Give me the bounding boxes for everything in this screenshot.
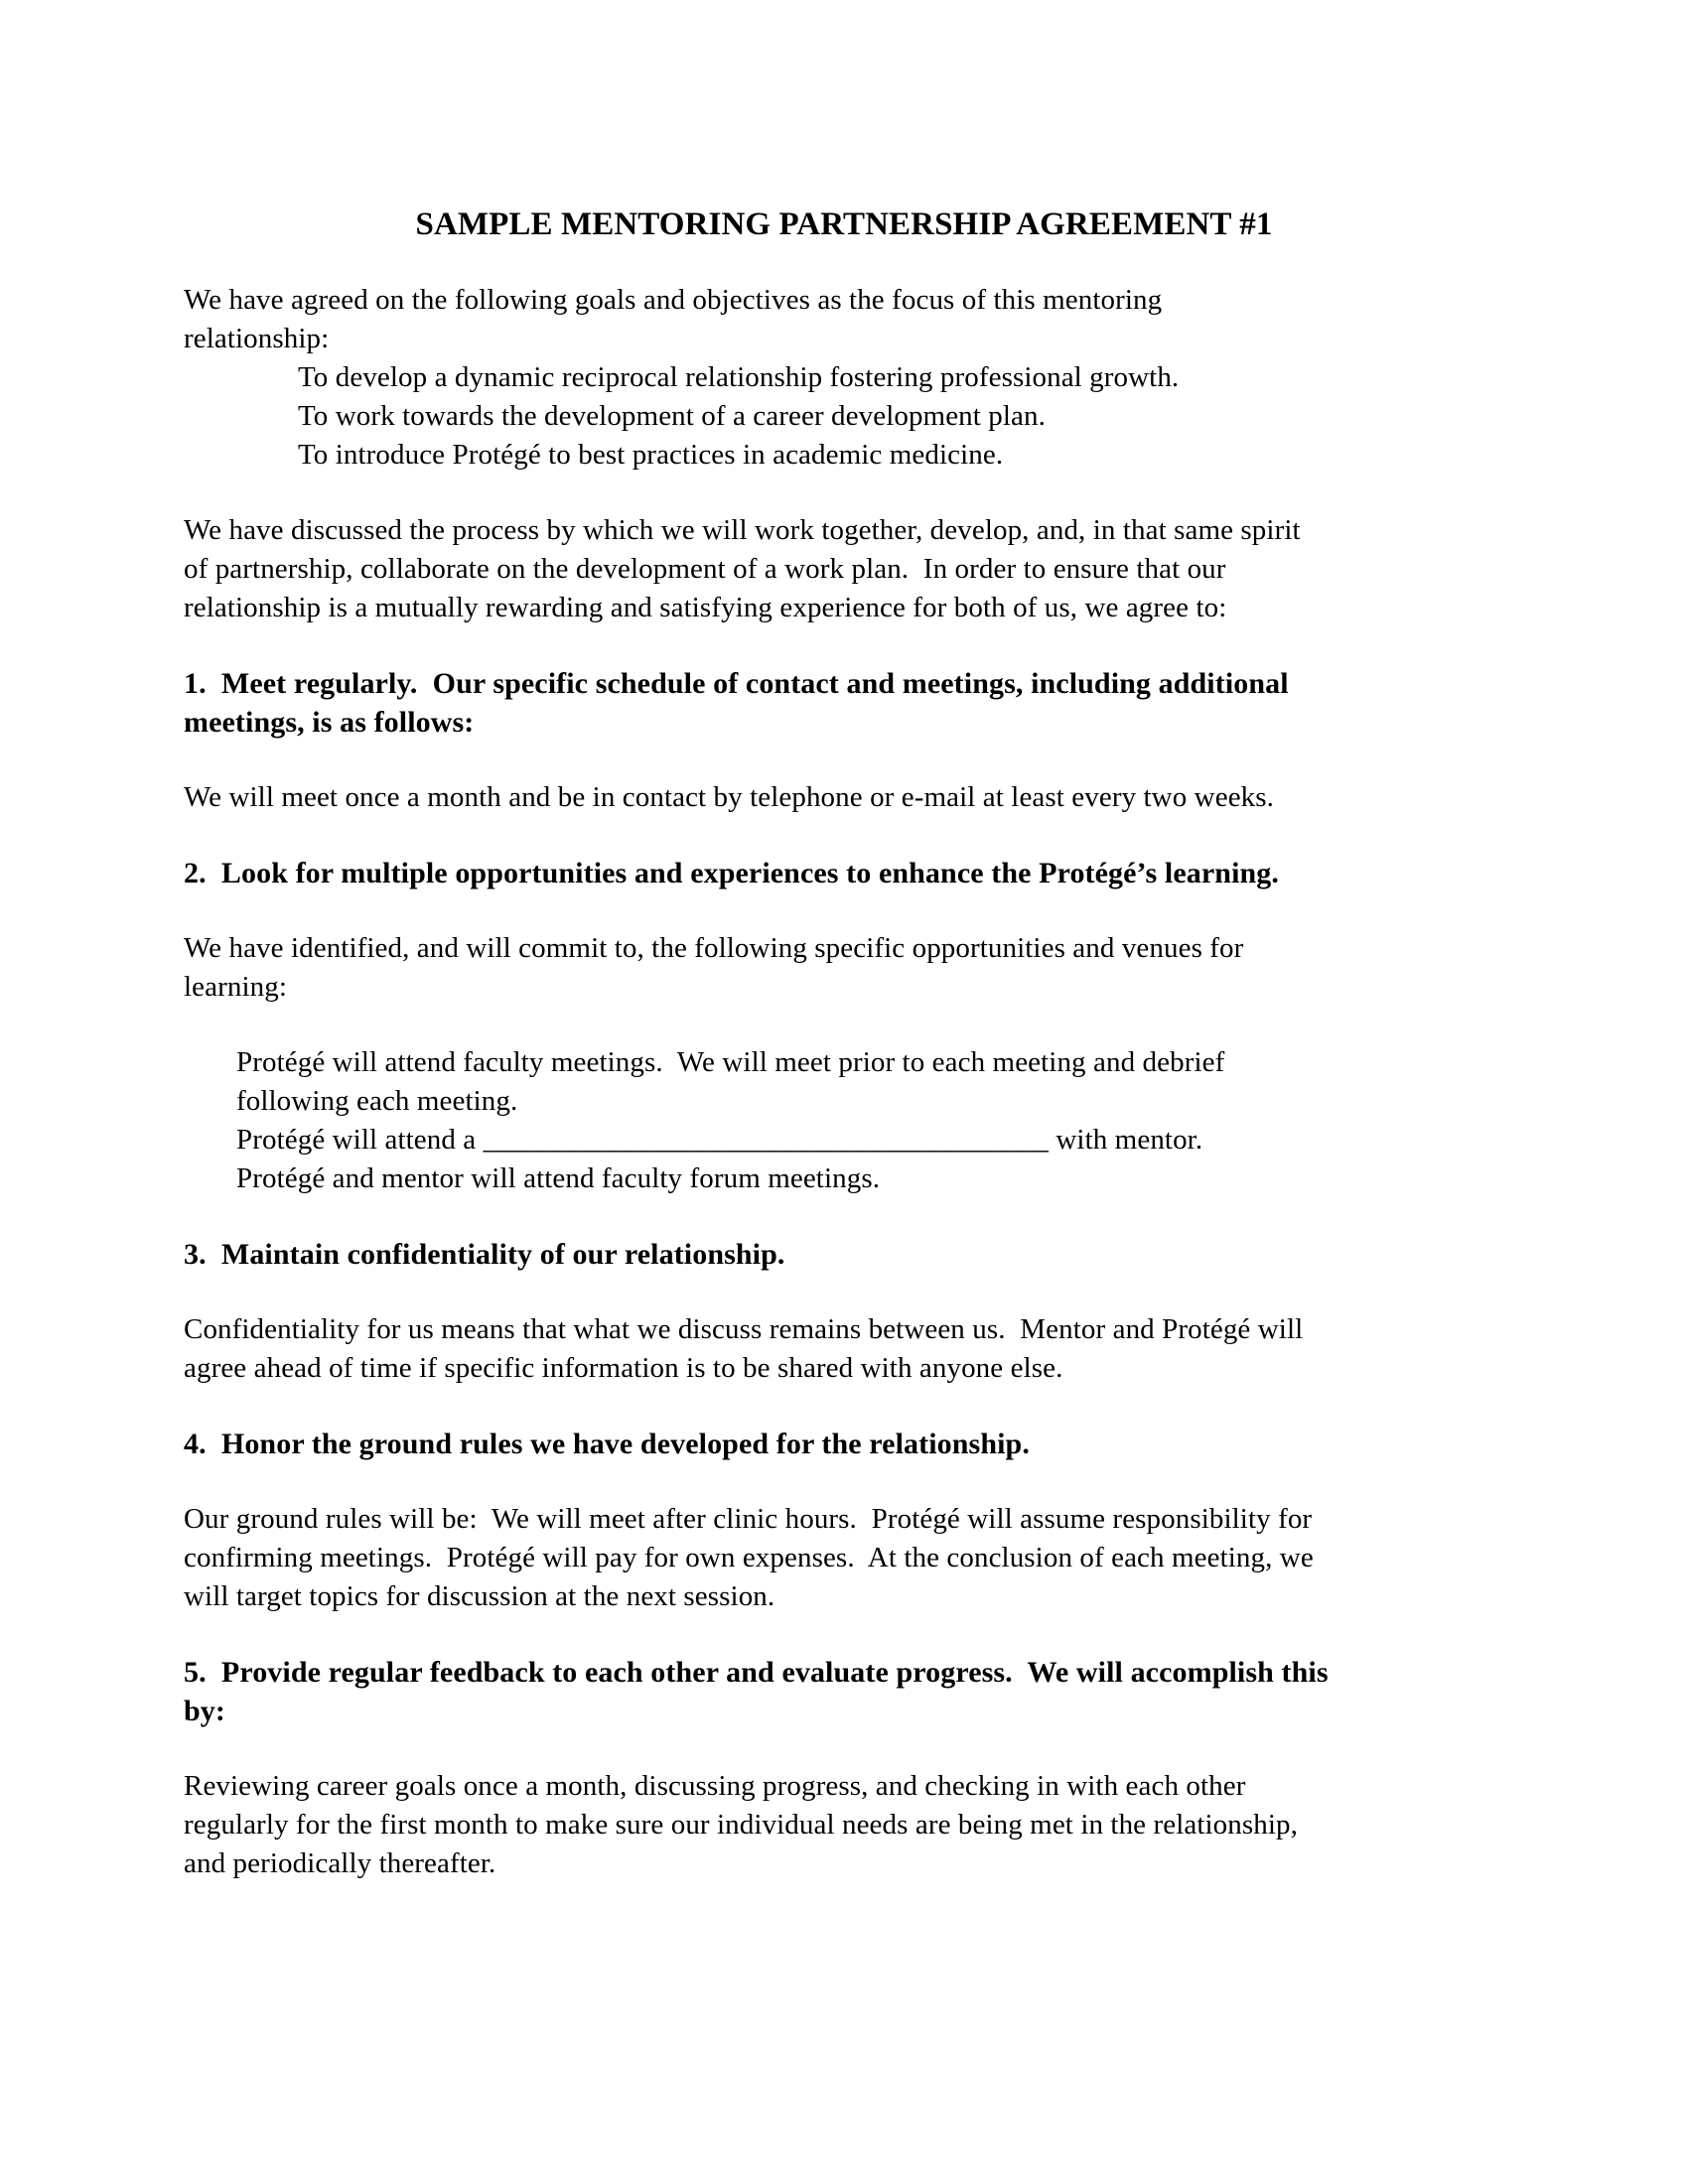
section-heading xyxy=(184,664,1504,742)
paragraph xyxy=(184,1500,1504,1616)
section-heading xyxy=(184,1425,1504,1463)
text-line: Protégé and mentor will attend faculty forum meetings. xyxy=(236,1162,881,1194)
section-heading xyxy=(184,854,1504,892)
paragraph xyxy=(184,929,1504,1007)
goal-list xyxy=(184,358,1504,475)
paragraph xyxy=(184,1767,1504,1883)
text-line: by: xyxy=(184,1695,225,1727)
section-heading xyxy=(184,1653,1504,1730)
text-line: Our ground rules will be: We will meet after clinic hours. Protégé will assume responsibility for xyxy=(184,1503,1313,1535)
text-line: We have discussed the process by which we will work together, develop, and, in that same spirit xyxy=(184,514,1301,546)
opportunity-list xyxy=(184,1043,1504,1198)
text-line: 5. Provide regular feedback to each other and evaluate progress. We will accomplish this xyxy=(184,1656,1329,1689)
text-line: of partnership, collaborate on the development of a work plan. In order to ensure that our xyxy=(184,553,1226,585)
text-line: agree ahead of time if specific information is to be shared with anyone else. xyxy=(184,1352,1063,1384)
text-line: To introduce Protégé to best practices in academic medicine. xyxy=(298,439,1004,471)
text-line: relationship: xyxy=(184,323,330,354)
paragraph xyxy=(184,511,1504,627)
text-line: We have agreed on the following goals and objectives as the focus of this mentoring xyxy=(184,284,1163,316)
text-line: 2. Look for multiple opportunities and experiences to enhance the Protégé’s learning. xyxy=(184,857,1279,889)
text-line: Confidentiality for us means that what we discuss remains between us. Mentor and Protégé will xyxy=(184,1313,1304,1345)
paragraph xyxy=(184,778,1504,817)
text-line: and periodically thereafter. xyxy=(184,1847,496,1879)
text-line: 4. Honor the ground rules we have developed for the relationship. xyxy=(184,1428,1030,1460)
text-line: We have identified, and will commit to, the following specific opportunities and venues for xyxy=(184,932,1244,964)
text-line: will target topics for discussion at the next session. xyxy=(184,1580,775,1612)
text-line: following each meeting. xyxy=(236,1085,518,1117)
text-line: regularly for the first month to make sure our individual needs are being met in the relationship, xyxy=(184,1809,1298,1841)
text-line: 3. Maintain confidentiality of our relationship. xyxy=(184,1238,785,1271)
text-line: We will meet once a month and be in contact by telephone or e-mail at least every two weeks. xyxy=(184,781,1275,813)
section-heading xyxy=(184,1235,1504,1274)
text-line: 1. Meet regularly. Our specific schedule of contact and meetings, including additional xyxy=(184,667,1289,700)
text-line: relationship is a mutually rewarding and satisfying experience for both of us, we agree to: xyxy=(184,592,1227,623)
text-line: Protégé will attend a _______________________________________ with mentor. xyxy=(236,1124,1203,1156)
paragraph xyxy=(184,1310,1504,1388)
paragraph xyxy=(184,281,1504,358)
text-line: To work towards the development of a career development plan. xyxy=(298,400,1046,432)
text-line: To develop a dynamic reciprocal relationship fostering professional growth. xyxy=(298,361,1180,393)
text-line: learning: xyxy=(184,971,287,1003)
text-line: confirming meetings. Protégé will pay for own expenses. At the conclusion of each meeting, we xyxy=(184,1542,1314,1573)
text-line: SAMPLE MENTORING PARTNERSHIP AGREEMENT #1 xyxy=(415,206,1273,242)
text-line: meetings, is as follows: xyxy=(184,706,475,739)
text-line: Reviewing career goals once a month, discussing progress, and checking in with each other xyxy=(184,1770,1246,1802)
document-title xyxy=(184,205,1504,244)
text-line: Protégé will attend faculty meetings. We will meet prior to each meeting and debrief xyxy=(236,1046,1225,1078)
